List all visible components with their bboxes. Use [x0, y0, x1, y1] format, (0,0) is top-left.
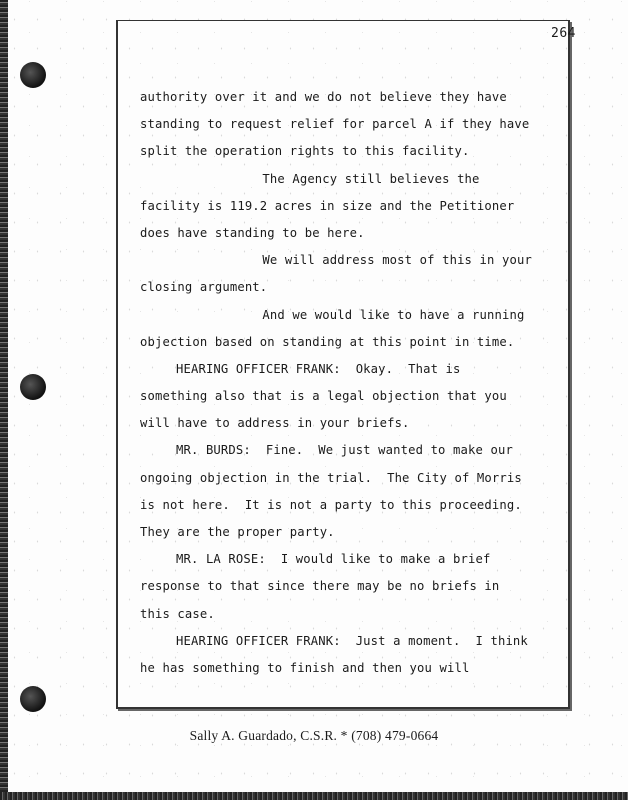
transcript-line: standing to request relief for parcel A if they have [140, 117, 530, 132]
transcript-line: MR. BURDS: Fine. We just wanted to make our [176, 443, 513, 458]
reporter-footer: Sally A. Guardado, C.S.R. * (708) 479-0664 [189, 728, 439, 743]
transcript-line: something also that is a legal objection that you [140, 389, 507, 404]
transcript-line: closing argument. [140, 280, 268, 295]
transcript-line: does have standing to be here. [140, 225, 365, 240]
transcript-line: facility is 119.2 acres in size and the Petitioner [140, 198, 515, 213]
transcript-line: authority over it and we do not believe they have [140, 90, 507, 104]
transcript-line: he has something to finish and then you will [140, 660, 470, 675]
binder-hole-bottom [20, 686, 46, 712]
transcript-line: split the operation rights to this facility. [140, 144, 470, 159]
transcript-line: MR. LA ROSE: I would like to make a brief [176, 552, 491, 567]
transcript-line: We will address most of this in your [262, 253, 532, 268]
scan-left-edge [0, 0, 8, 800]
page-number: 264 [551, 26, 576, 41]
transcript-line: They are the proper party. [140, 525, 335, 539]
transcript-line: is not here. It is not a party to this proceeding. [140, 497, 522, 512]
transcript-line: And we would like to have a running [262, 307, 525, 322]
transcript-line: HEARING OFFICER FRANK: Okay. That is [176, 361, 461, 376]
transcript-line: will have to address in your briefs. [140, 416, 410, 431]
transcript-line: objection based on standing at this point in time. [140, 334, 515, 349]
binder-hole-top [20, 62, 46, 88]
transcript-line: HEARING OFFICER FRANK: Just a moment. I think [176, 633, 528, 648]
transcript-line: response to that since there may be no briefs in [140, 579, 500, 594]
binder-hole-middle [20, 374, 46, 400]
scan-bottom-edge [0, 792, 628, 800]
transcript-line: The Agency still believes the [262, 171, 480, 186]
transcript-line: ongoing objection in the trial. The City of Morris [140, 470, 522, 485]
transcript-line: this case. [140, 606, 215, 621]
transcript-lines [140, 84, 570, 682]
